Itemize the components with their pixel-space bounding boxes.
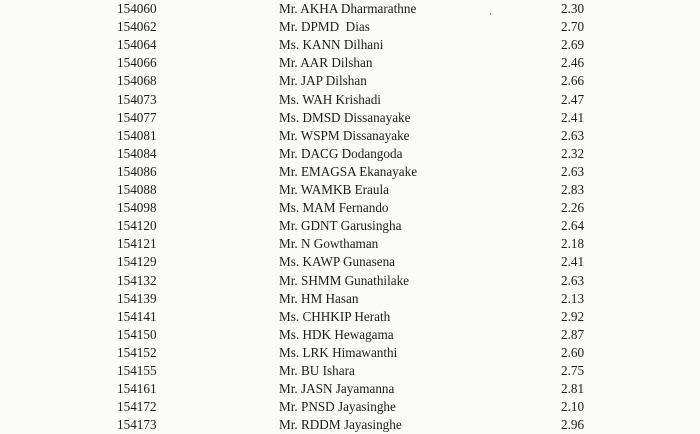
student-name: Ms. CHHKIP Herath bbox=[279, 308, 391, 324]
student-name: Mr. SHMM Gunathilake bbox=[279, 272, 410, 288]
student-id: 154173 bbox=[117, 417, 157, 433]
table-row bbox=[0, 0, 700, 18]
table-row bbox=[0, 235, 700, 253]
student-id: 154086 bbox=[117, 163, 157, 179]
gpa-value: 2.10 bbox=[561, 399, 585, 415]
table-row bbox=[0, 272, 700, 290]
table-row bbox=[0, 145, 700, 163]
student-id: 154077 bbox=[117, 109, 157, 125]
student-id: 154062 bbox=[117, 19, 157, 35]
gpa-value: 2.41 bbox=[561, 109, 585, 125]
student-name: Mr. WAMKB Eraula bbox=[279, 182, 390, 197]
student-id: 154172 bbox=[117, 399, 157, 415]
gpa-value: 2.70 bbox=[561, 19, 585, 35]
student-id: 154120 bbox=[117, 218, 157, 234]
table-row bbox=[0, 91, 700, 109]
table-row bbox=[0, 380, 700, 398]
gpa-value: 2.63 bbox=[561, 127, 585, 143]
table-row bbox=[0, 326, 700, 344]
table-row bbox=[0, 163, 700, 181]
student-name: Mr. RDDM Jayasinghe bbox=[279, 417, 402, 433]
student-name: Mr. PNSD Jayasinghe bbox=[279, 399, 396, 415]
gpa-value: 2.92 bbox=[561, 308, 585, 324]
student-name: Mr. BU Ishara bbox=[279, 363, 355, 378]
gpa-value: 2.81 bbox=[561, 381, 585, 397]
gpa-value: 2.32 bbox=[561, 145, 585, 161]
gpa-value: 2.63 bbox=[561, 163, 585, 179]
gpa-value: 2.47 bbox=[561, 91, 585, 107]
student-id: 154068 bbox=[117, 73, 157, 89]
gpa-value: 2.69 bbox=[561, 37, 585, 53]
student-name: Ms. DMSD Dissanayake bbox=[279, 109, 411, 125]
gpa-value: 2.30 bbox=[561, 1, 585, 16]
gpa-value: 2.41 bbox=[561, 254, 585, 270]
student-id: 154132 bbox=[117, 272, 157, 288]
student-id: 154161 bbox=[117, 381, 157, 397]
table-row bbox=[0, 36, 700, 54]
table-row bbox=[0, 217, 700, 235]
student-id: 154152 bbox=[117, 344, 157, 360]
student-id: 154066 bbox=[117, 55, 157, 71]
gpa-value: 2.60 bbox=[561, 344, 585, 360]
student-id: 154129 bbox=[117, 254, 157, 270]
table-row bbox=[0, 253, 700, 271]
student-name: Ms. KANN Dilhani bbox=[279, 37, 384, 53]
student-name: Mr. EMAGSA Ekanayake bbox=[279, 163, 418, 179]
student-id: 154150 bbox=[117, 326, 157, 342]
student-name: Ms. WAH Krishadi bbox=[279, 91, 381, 107]
table-row bbox=[0, 398, 700, 416]
gpa-value: 2.63 bbox=[561, 272, 585, 288]
student-name: Mr. JASN Jayamanna bbox=[279, 381, 395, 397]
scan-mark: · bbox=[489, 9, 492, 19]
student-id: 154060 bbox=[117, 1, 157, 16]
gpa-value: 2.64 bbox=[561, 218, 585, 234]
student-name: Mr. DPMD Dias bbox=[279, 19, 370, 35]
gpa-value: 2.13 bbox=[561, 290, 585, 306]
gpa-value: 2.83 bbox=[561, 182, 585, 197]
student-id: 154084 bbox=[117, 145, 157, 161]
table-row bbox=[0, 181, 700, 199]
student-id: 154155 bbox=[117, 363, 157, 378]
table-row bbox=[0, 362, 700, 380]
student-id: 154139 bbox=[117, 290, 157, 306]
student-name: Mr. GDNT Garusingha bbox=[279, 218, 402, 234]
student-name: Mr. AAR Dilshan bbox=[279, 55, 373, 71]
student-name: Ms. HDK Hewagama bbox=[279, 326, 394, 342]
gpa-value: 2.66 bbox=[561, 73, 585, 89]
table-row bbox=[0, 416, 700, 434]
student-id: 154098 bbox=[117, 200, 157, 216]
student-name: Mr. N Gowthaman bbox=[279, 236, 379, 252]
student-id: 154141 bbox=[117, 308, 157, 324]
table-row bbox=[0, 308, 700, 326]
student-name: Mr. DACG Dodangoda bbox=[279, 145, 403, 161]
student-name: Ms. LRK Himawanthi bbox=[279, 344, 398, 360]
gpa-value: 2.87 bbox=[561, 326, 585, 342]
gpa-value: 2.96 bbox=[561, 417, 585, 433]
table-row bbox=[0, 290, 700, 308]
student-name: Mr. JAP Dilshan bbox=[279, 73, 367, 89]
table-row bbox=[0, 54, 700, 72]
gpa-value: 2.46 bbox=[561, 55, 585, 71]
table-row bbox=[0, 109, 700, 127]
table-row bbox=[0, 127, 700, 145]
student-id: 154081 bbox=[117, 127, 157, 143]
student-name: Ms. MAM Fernando bbox=[279, 200, 389, 216]
gpa-value: 2.18 bbox=[561, 236, 585, 252]
student-id: 154121 bbox=[117, 236, 157, 252]
table-row bbox=[0, 18, 700, 36]
gpa-value: 2.75 bbox=[561, 363, 585, 378]
student-name: Mr. AKHA Dharmarathne bbox=[279, 1, 417, 16]
table-row bbox=[0, 199, 700, 217]
table-row bbox=[0, 344, 700, 362]
gpa-value: 2.26 bbox=[561, 200, 585, 216]
student-id: 154088 bbox=[117, 182, 157, 197]
student-id: 154073 bbox=[117, 91, 157, 107]
table-row bbox=[0, 72, 700, 90]
student-name: Mr. WSPM Dissanayake bbox=[279, 127, 410, 143]
student-name: Mr. HM Hasan bbox=[279, 290, 359, 306]
student-id: 154064 bbox=[117, 37, 157, 53]
student-name: Ms. KAWP Gunasena bbox=[279, 254, 396, 270]
